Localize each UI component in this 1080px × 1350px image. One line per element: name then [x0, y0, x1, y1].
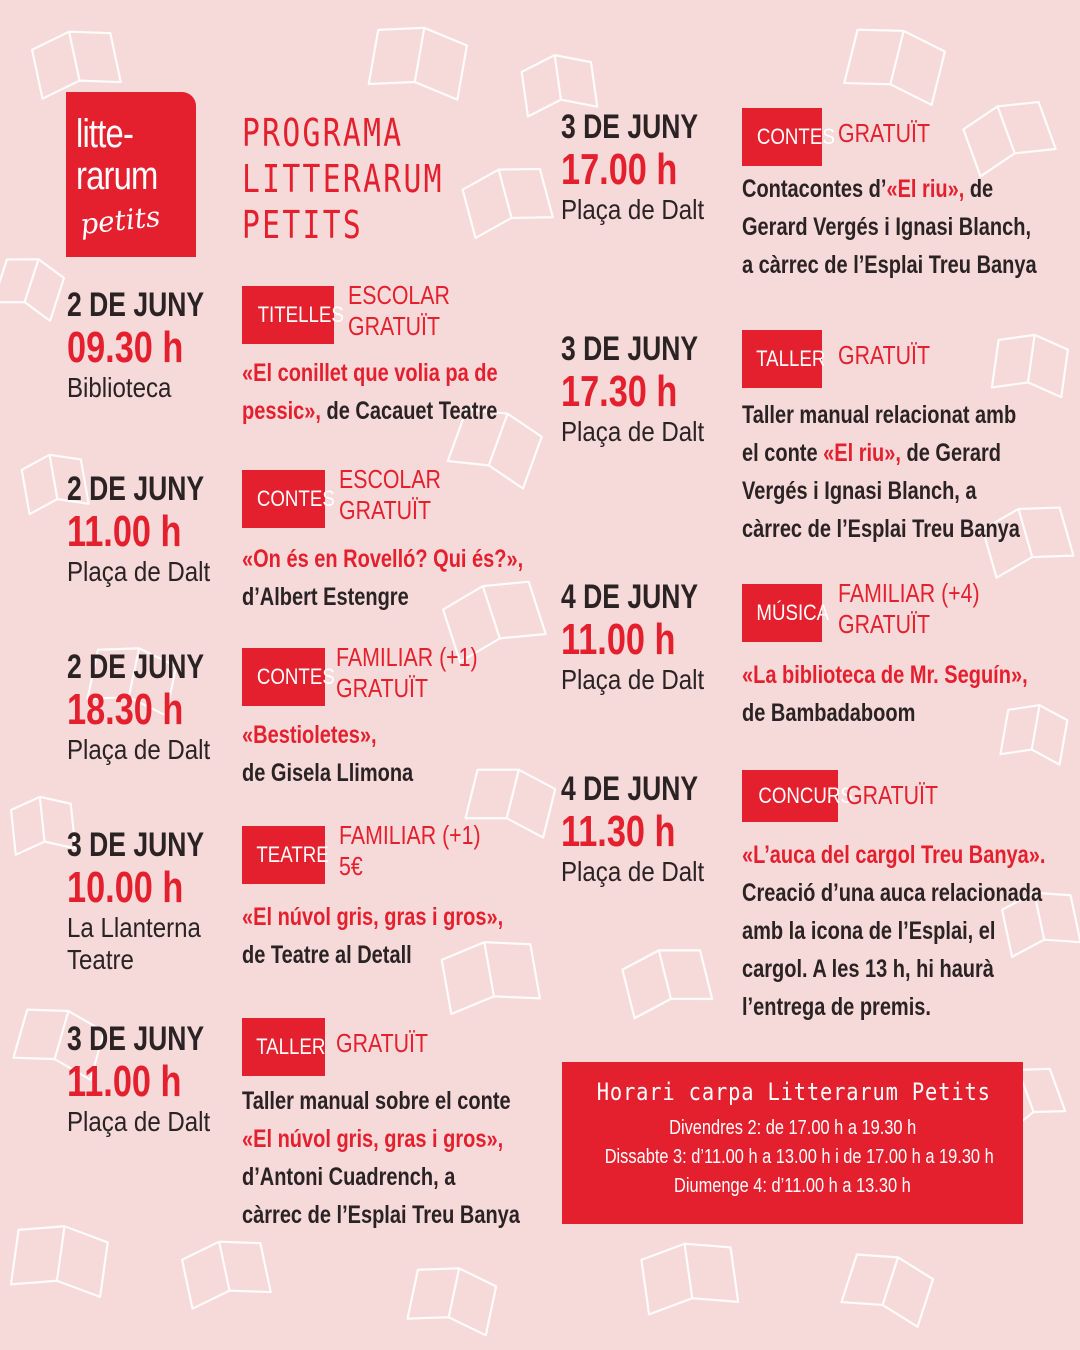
event-when	[561, 578, 711, 696]
program-title	[242, 110, 502, 248]
event-time: 17.00 h	[561, 145, 678, 194]
description-line: càrrec de l’Esplai Treu Banya	[742, 515, 1020, 543]
description-line: a càrrec de l’Esplai Treu Banya	[742, 251, 1037, 279]
description-line: «El conillet que volia pa de	[242, 359, 498, 387]
category-tag: MÚSICA	[742, 584, 822, 642]
event-description	[242, 1082, 520, 1234]
event-description	[242, 898, 503, 974]
description-line: Contacontes d’«El riu», de	[742, 175, 994, 203]
event-date: 3 DE JUNY	[561, 330, 699, 368]
event-date: 4 DE JUNY	[561, 578, 699, 616]
event-when	[67, 286, 217, 404]
event-when	[67, 648, 217, 766]
description-line: de Bambadaboom	[742, 699, 916, 727]
description-line: Vergés i Ignasi Blanch, a	[742, 477, 977, 505]
audience-label: GRATUÏT	[846, 780, 938, 810]
event-place: Biblioteca	[67, 372, 172, 403]
audience-label: FAMILIAR (+4) GRATUÏT	[838, 578, 980, 639]
audience-label: ESCOLAR GRATUÏT	[348, 280, 450, 341]
tent-hours-line: Dissabte 3: d’11.00 h a 13.00 h i de 17.00 h a 19.30 h	[604, 1146, 994, 1168]
litterarum-logo	[66, 92, 196, 257]
category-tag: CONTES	[742, 108, 822, 166]
event-date: 2 DE JUNY	[67, 286, 205, 324]
event-description	[242, 354, 498, 430]
description-line: l’entrega de premis.	[742, 993, 931, 1021]
description-line: càrrec de l’Esplai Treu Banya	[242, 1201, 520, 1229]
category-tag: TITELLES	[242, 286, 334, 344]
category-tag: CONCURS	[742, 770, 838, 822]
event-place: Plaça de Dalt	[561, 194, 705, 225]
event-place: Plaça de Dalt	[561, 856, 705, 887]
description-line: d’Albert Estengre	[242, 583, 409, 611]
description-line: Taller manual sobre el conte	[242, 1087, 511, 1115]
event-time: 10.00 h	[67, 863, 184, 912]
description-line: Taller manual relacionat amb	[742, 401, 1017, 429]
description-line: Creació d’una auca relacionada	[742, 879, 1043, 907]
logo-line-3: petits	[78, 199, 162, 242]
description-line: «L’auca del cargol Treu Banya».	[742, 841, 1046, 869]
description-line: amb la icona de l’Esplai, el	[742, 917, 996, 945]
description-line: el conte «El riu», de Gerard	[742, 439, 1001, 467]
event-time: 11.00 h	[561, 615, 676, 664]
logo-line-2: rarum	[76, 154, 158, 198]
description-line: d’Antoni Cuadrench, a	[242, 1163, 456, 1191]
category-tag: CONTES	[242, 648, 325, 706]
event-when	[561, 770, 711, 888]
event-place: La Llanterna	[67, 912, 201, 943]
description-line: Gerard Vergés i Ignasi Blanch,	[742, 213, 1032, 241]
program-title-line-1: PROGRAMA	[242, 111, 404, 155]
description-line: «El núvol gris, gras i gros»,	[242, 1125, 504, 1153]
description-line: «On és en Rovelló? Qui és?»,	[242, 545, 524, 573]
audience-label: GRATUÏT	[838, 340, 930, 370]
event-description	[742, 396, 1020, 548]
event-description	[742, 170, 1037, 284]
event-date: 3 DE JUNY	[67, 826, 205, 864]
tent-hours-box	[562, 1062, 1023, 1224]
audience-label: GRATUÏT	[336, 1028, 428, 1058]
event-date: 3 DE JUNY	[561, 108, 699, 146]
audience-label: GRATUÏT	[838, 118, 930, 148]
description-line: «La biblioteca de Mr. Seguín»,	[742, 661, 1028, 689]
event-time: 09.30 h	[67, 323, 184, 372]
event-date: 2 DE JUNY	[67, 648, 205, 686]
logo-line-1: litte-	[76, 112, 134, 156]
event-when	[67, 826, 217, 976]
event-time: 11.00 h	[67, 507, 182, 556]
audience-label: FAMILIAR (+1) GRATUÏT	[336, 642, 478, 703]
event-time: 11.00 h	[67, 1057, 182, 1106]
audience-label: FAMILIAR (+1) 5€	[339, 820, 481, 881]
event-when	[67, 470, 217, 588]
category-tag: TALLER	[742, 330, 822, 388]
event-place: Plaça de Dalt	[561, 416, 705, 447]
audience-label: ESCOLAR GRATUÏT	[339, 464, 441, 525]
description-line: «El núvol gris, gras i gros»,	[242, 903, 504, 931]
category-tag: CONTES	[242, 470, 325, 528]
tent-hours-line: Divendres 2: de 17.00 h a 19.30 h	[668, 1117, 917, 1139]
program-title-line-3: PETITS	[242, 203, 364, 247]
event-date: 2 DE JUNY	[67, 470, 205, 508]
event-description	[742, 656, 1028, 732]
tent-hours-title: Horari carpa Litterarum Petits	[596, 1078, 991, 1106]
tent-hours-line: Diumenge 4: d’11.00 h a 13.30 h	[674, 1175, 911, 1197]
event-description	[742, 836, 1045, 1026]
event-place: Teatre	[67, 944, 134, 975]
event-description	[242, 716, 413, 792]
description-line: cargol. A les 13 h, hi haurà	[742, 955, 994, 983]
description-line: «Bestioletes»,	[242, 721, 377, 749]
event-date: 3 DE JUNY	[67, 1020, 205, 1058]
description-line: de Gisela Llimona	[242, 759, 414, 787]
event-place: Plaça de Dalt	[67, 556, 211, 587]
event-time: 18.30 h	[67, 685, 184, 734]
event-place: Plaça de Dalt	[67, 1106, 211, 1137]
event-when	[561, 330, 711, 448]
event-place: Plaça de Dalt	[561, 664, 705, 695]
event-time: 11.30 h	[561, 807, 676, 856]
description-line: de Teatre al Detall	[242, 941, 412, 969]
event-date: 4 DE JUNY	[561, 770, 699, 808]
event-when	[561, 108, 711, 226]
description-line: pessic», de Cacauet Teatre	[242, 397, 498, 425]
category-tag: TEATRE	[242, 826, 325, 884]
event-time: 17.30 h	[561, 367, 678, 416]
event-place: Plaça de Dalt	[67, 734, 211, 765]
event-when	[67, 1020, 217, 1138]
event-description	[242, 540, 523, 616]
category-tag: TALLER	[242, 1018, 325, 1076]
program-title-line-2: LITTERARUM	[242, 157, 444, 201]
